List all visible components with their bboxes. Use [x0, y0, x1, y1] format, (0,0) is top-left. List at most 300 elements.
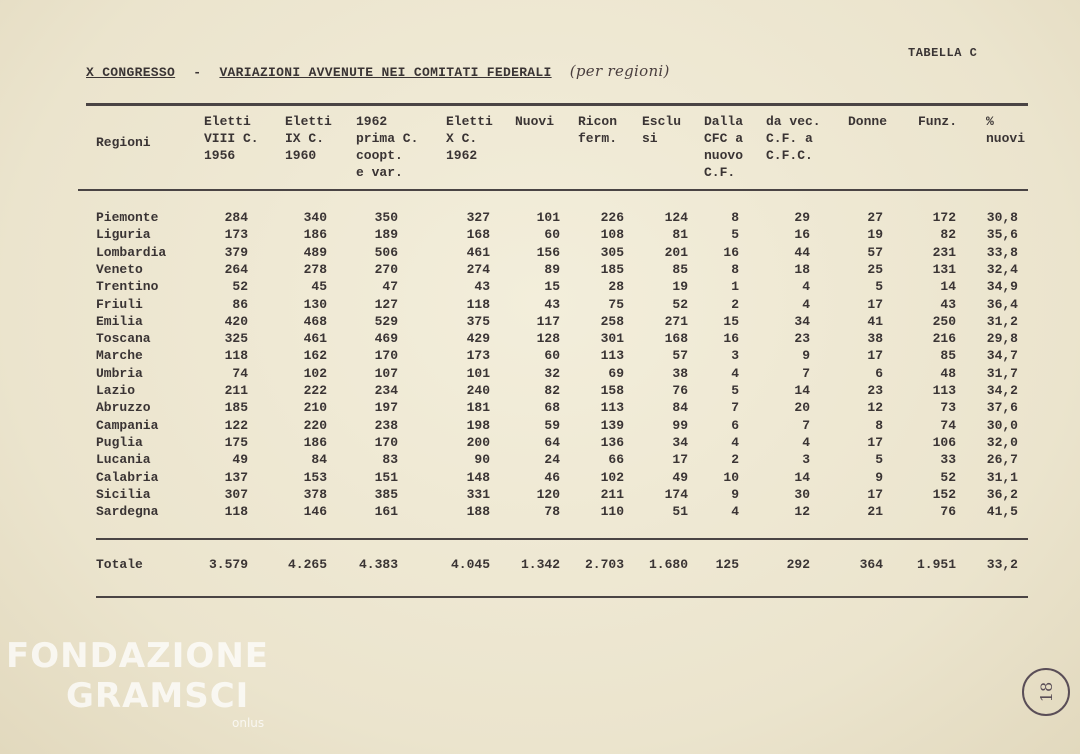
column-header-4 — [446, 113, 493, 164]
table-cell: 23 — [867, 383, 883, 398]
table-cell: 49 — [672, 469, 688, 485]
table-cell: 73 — [940, 400, 956, 416]
column-header-line: CFC a — [704, 131, 744, 146]
table-cell: 4 — [731, 365, 739, 381]
table-cell: 468 — [303, 313, 327, 329]
table-cell: 4 — [802, 279, 810, 295]
congresso-label: X CONGRESSO — [86, 65, 176, 80]
column-header-3 — [356, 113, 418, 181]
column-header-line: IX C. — [285, 131, 325, 146]
table-cell: 41 — [867, 313, 883, 329]
table-cell: 7 — [802, 365, 810, 381]
table-cell: 45 — [311, 279, 327, 295]
table-row — [0, 348, 1080, 365]
table-cell: 75 — [608, 296, 624, 312]
table-cell: 36,4 — [986, 296, 1018, 312]
region-name: Friuli — [96, 296, 143, 312]
table-cell: 102 — [600, 469, 624, 485]
table-cell: 152 — [932, 486, 956, 502]
total-row — [0, 557, 1080, 574]
table-cell: 76 — [940, 504, 956, 520]
table-cell: 34 — [672, 434, 688, 450]
table-cell: 19 — [867, 227, 883, 243]
table-cell: 305 — [600, 244, 624, 260]
table-cell: 31,7 — [986, 365, 1018, 381]
table-cell: 69 — [608, 365, 624, 381]
table-cell: 375 — [466, 313, 490, 329]
table-cell: 231 — [932, 244, 956, 260]
table-cell: 139 — [600, 417, 624, 433]
column-header-9 — [766, 113, 821, 164]
column-header-line: 1962 — [356, 114, 388, 129]
table-cell: 17 — [867, 434, 883, 450]
region-name: Campania — [96, 417, 159, 433]
watermark-logo — [6, 636, 276, 736]
column-header-line: si — [642, 131, 658, 146]
table-cell: 41,5 — [986, 504, 1018, 520]
table-row — [0, 262, 1080, 279]
table-cell: 21 — [867, 504, 883, 520]
table-cell: 162 — [303, 348, 327, 364]
table-cell: 278 — [303, 261, 327, 277]
table-cell: 185 — [600, 261, 624, 277]
table-cell: 7 — [802, 417, 810, 433]
table-cell: 4 — [731, 434, 739, 450]
table-cell: 301 — [600, 331, 624, 347]
table-cell: 52 — [232, 279, 248, 295]
table-cell: 226 — [600, 210, 624, 225]
table-cell: 197 — [374, 400, 398, 416]
header-dash: - — [193, 65, 202, 80]
table-cell: 59 — [544, 417, 560, 433]
table-cell: 2.703 — [584, 557, 624, 572]
column-header-line: X C. — [446, 131, 478, 146]
table-cell: 271 — [664, 313, 688, 329]
table-row — [0, 366, 1080, 383]
region-name: Trentino — [96, 279, 159, 295]
table-cell: 108 — [600, 227, 624, 243]
table-cell: 49 — [232, 452, 248, 468]
table-cell: 35,6 — [986, 227, 1018, 243]
table-cell: 117 — [536, 313, 560, 329]
table-cell: 60 — [544, 227, 560, 243]
region-name: Abruzzo — [96, 400, 151, 416]
column-header-line: prima C. — [356, 131, 419, 146]
table-cell: 1.680 — [648, 557, 688, 572]
table-cell: 14 — [940, 279, 956, 295]
table-cell: 14 — [794, 469, 810, 485]
region-name: Sardegna — [96, 504, 159, 520]
table-row — [0, 279, 1080, 296]
table-cell: 38 — [867, 331, 883, 347]
table-cell: 38 — [672, 365, 688, 381]
table-cell: 153 — [303, 469, 327, 485]
table-cell: 113 — [600, 348, 624, 364]
document-header — [86, 62, 680, 80]
table-row — [0, 383, 1080, 400]
table-cell: 168 — [664, 331, 688, 347]
table-cell: 188 — [466, 504, 490, 520]
column-header-line: Eletti — [204, 114, 251, 129]
column-header-10 — [848, 113, 887, 130]
table-cell: 74 — [940, 417, 956, 433]
column-header-line: 1962 — [446, 148, 478, 163]
region-name: Calabria — [96, 469, 159, 485]
column-header-line: Donne — [848, 114, 888, 129]
table-cell: 36,2 — [986, 486, 1018, 502]
table-cell: 331 — [466, 486, 490, 502]
table-cell: 64 — [544, 434, 560, 450]
table-cell: 211 — [224, 383, 248, 398]
table-cell: 16 — [794, 227, 810, 243]
table-cell: 32 — [544, 365, 560, 381]
table-cell: 489 — [303, 244, 327, 260]
table-cell: 9 — [731, 486, 739, 502]
region-name: Umbria — [96, 365, 143, 381]
column-header-line: C.F.C. — [766, 148, 813, 163]
table-cell: 32,4 — [986, 261, 1018, 277]
table-cell: 5 — [875, 279, 883, 295]
column-header-line: Nuovi — [515, 114, 555, 129]
table-cell: 189 — [374, 227, 398, 243]
table-cell: 6 — [875, 365, 883, 381]
table-cell: 14 — [794, 383, 810, 398]
table-cell: 78 — [544, 504, 560, 520]
table-cell: 429 — [466, 331, 490, 347]
table-cell: 258 — [600, 313, 624, 329]
table-cell: 4.265 — [287, 557, 327, 572]
table-cell: 86 — [232, 296, 248, 312]
table-cell: 350 — [374, 210, 398, 225]
table-cell: 151 — [374, 469, 398, 485]
stamp-number: 18 — [1036, 681, 1056, 703]
table-cell: 60 — [544, 348, 560, 364]
table-row — [0, 504, 1080, 521]
table-cell: 34 — [794, 313, 810, 329]
table-row — [0, 314, 1080, 331]
table-cell: 85 — [940, 348, 956, 364]
table-cell: 4 — [802, 296, 810, 312]
column-header-line: Ricon — [578, 114, 618, 129]
table-cell: 238 — [374, 417, 398, 433]
column-header-line: nuovo — [704, 148, 744, 163]
table-cell: 172 — [932, 210, 956, 225]
column-header-line: C.F. a — [766, 131, 813, 146]
column-header-line: Eletti — [446, 114, 493, 129]
table-cell: 5 — [875, 452, 883, 468]
table-cell: 170 — [374, 348, 398, 364]
table-cell: 364 — [859, 557, 883, 572]
table-cell: 90 — [474, 452, 490, 468]
table-row — [0, 245, 1080, 262]
table-cell: 26,7 — [986, 452, 1018, 468]
region-name: Puglia — [96, 434, 143, 450]
table-cell: 181 — [466, 400, 490, 416]
region-name: Lucania — [96, 452, 151, 468]
header-rule — [78, 189, 1028, 191]
document-title: VARIAZIONI AVVENUTE NEI COMITATI FEDERALI — [219, 65, 552, 80]
table-cell: 161 — [374, 504, 398, 520]
table-cell: 12 — [867, 400, 883, 416]
table-row — [0, 210, 1080, 227]
table-cell: 327 — [466, 210, 490, 225]
table-cell: 148 — [466, 469, 490, 485]
region-name: Lazio — [96, 383, 136, 398]
table-row — [0, 470, 1080, 487]
table-cell: 173 — [224, 227, 248, 243]
table-cell: 186 — [303, 227, 327, 243]
table-cell: 52 — [940, 469, 956, 485]
table-cell: 118 — [224, 348, 248, 364]
table-cell: 201 — [664, 244, 688, 260]
table-cell: 5 — [731, 227, 739, 243]
table-cell: 118 — [466, 296, 490, 312]
table-cell: 31,1 — [986, 469, 1018, 485]
table-cell: 110 — [600, 504, 624, 520]
table-cell: 420 — [224, 313, 248, 329]
column-header-line: coopt. — [356, 148, 403, 163]
table-cell: 29,8 — [986, 331, 1018, 347]
table-cell: 82 — [940, 227, 956, 243]
table-cell: 118 — [224, 504, 248, 520]
region-name: Totale — [96, 557, 143, 572]
table-cell: 15 — [544, 279, 560, 295]
table-cell: 44 — [794, 244, 810, 260]
table-cell: 107 — [374, 365, 398, 381]
table-cell: 17 — [672, 452, 688, 468]
column-header-line: Eletti — [285, 114, 332, 129]
total-top-rule — [96, 538, 1028, 540]
table-cell: 8 — [731, 210, 739, 225]
table-cell: 131 — [932, 261, 956, 277]
table-cell: 6 — [731, 417, 739, 433]
table-cell: 84 — [311, 452, 327, 468]
table-cell: 379 — [224, 244, 248, 260]
table-cell: 173 — [466, 348, 490, 364]
table-cell: 385 — [374, 486, 398, 502]
table-cell: 378 — [303, 486, 327, 502]
column-header-line: Funz. — [918, 114, 958, 129]
table-cell: 198 — [466, 417, 490, 433]
table-cell: 33 — [940, 452, 956, 468]
column-header-regioni: Regioni — [96, 135, 151, 150]
table-cell: 15 — [723, 313, 739, 329]
table-cell: 8 — [875, 417, 883, 433]
table-cell: 3 — [731, 348, 739, 364]
table-cell: 16 — [723, 244, 739, 260]
table-row — [0, 400, 1080, 417]
column-header-line: Esclu — [642, 114, 682, 129]
table-row — [0, 297, 1080, 314]
table-cell: 18 — [794, 261, 810, 277]
column-header-line: e var. — [356, 165, 403, 180]
region-name: Lombardia — [96, 244, 167, 260]
column-header-7 — [642, 113, 681, 147]
table-cell: 175 — [224, 434, 248, 450]
watermark-text: GRAMSCI — [66, 676, 250, 716]
table-cell: 125 — [715, 557, 739, 572]
table-cell: 156 — [536, 244, 560, 260]
column-header-line: % — [986, 114, 994, 129]
watermark-text: FONDAZIONE — [6, 636, 270, 676]
table-cell: 128 — [536, 331, 560, 347]
table-cell: 1.342 — [520, 557, 560, 572]
top-rule — [86, 103, 1028, 106]
table-cell: 37,6 — [986, 400, 1018, 416]
table-cell: 137 — [224, 469, 248, 485]
table-cell: 158 — [600, 383, 624, 398]
table-row — [0, 418, 1080, 435]
bottom-rule — [96, 596, 1028, 598]
table-cell: 66 — [608, 452, 624, 468]
table-cell: 20 — [794, 400, 810, 416]
table-cell: 81 — [672, 227, 688, 243]
table-cell: 168 — [466, 227, 490, 243]
column-header-line: da vec. — [766, 114, 821, 129]
table-cell: 340 — [303, 210, 327, 225]
table-cell: 146 — [303, 504, 327, 520]
table-cell: 4 — [731, 504, 739, 520]
table-row — [0, 487, 1080, 504]
region-name: Toscana — [96, 331, 151, 347]
table-cell: 113 — [932, 383, 956, 398]
table-cell: 529 — [374, 313, 398, 329]
column-header-line: 1960 — [285, 148, 317, 163]
watermark-text: onlus — [232, 716, 265, 730]
table-cell: 120 — [536, 486, 560, 502]
table-cell: 7 — [731, 400, 739, 416]
table-cell: 170 — [374, 434, 398, 450]
table-cell: 106 — [932, 434, 956, 450]
region-name: Emilia — [96, 313, 143, 329]
table-cell: 30,0 — [986, 417, 1018, 433]
table-cell: 1 — [731, 279, 739, 295]
table-cell: 30 — [794, 486, 810, 502]
table-cell: 76 — [672, 383, 688, 398]
table-cell: 210 — [303, 400, 327, 416]
table-cell: 240 — [466, 383, 490, 398]
table-cell: 28 — [608, 279, 624, 295]
table-row — [0, 452, 1080, 469]
table-cell: 222 — [303, 383, 327, 398]
table-row — [0, 331, 1080, 348]
table-cell: 89 — [544, 261, 560, 277]
table-cell: 274 — [466, 261, 490, 277]
table-cell: 24 — [544, 452, 560, 468]
table-cell: 216 — [932, 331, 956, 347]
table-cell: 84 — [672, 400, 688, 416]
table-cell: 10 — [723, 469, 739, 485]
column-header-line: VIII C. — [204, 131, 259, 146]
column-header-line: nuovi — [986, 131, 1026, 146]
table-cell: 17 — [867, 296, 883, 312]
table-cell: 200 — [466, 434, 490, 450]
table-cell: 82 — [544, 383, 560, 398]
column-header-12 — [986, 113, 1025, 147]
table-cell: 211 — [600, 486, 624, 502]
table-cell: 2 — [731, 452, 739, 468]
table-cell: 136 — [600, 434, 624, 450]
table-cell: 113 — [600, 400, 624, 416]
table-cell: 32,0 — [986, 434, 1018, 450]
table-cell: 220 — [303, 417, 327, 433]
table-cell: 46 — [544, 469, 560, 485]
table-cell: 25 — [867, 261, 883, 277]
table-cell: 5 — [731, 383, 739, 398]
table-cell: 130 — [303, 296, 327, 312]
table-cell: 29 — [794, 210, 810, 225]
table-cell: 43 — [940, 296, 956, 312]
table-cell: 506 — [374, 244, 398, 260]
region-name: Marche — [96, 348, 143, 364]
table-cell: 17 — [867, 486, 883, 502]
region-name: Liguria — [96, 227, 151, 243]
table-cell: 33,8 — [986, 244, 1018, 260]
table-cell: 101 — [466, 365, 490, 381]
table-cell: 264 — [224, 261, 248, 277]
table-cell: 57 — [867, 244, 883, 260]
table-cell: 9 — [802, 348, 810, 364]
column-header-8 — [704, 113, 743, 181]
column-header-11 — [918, 113, 957, 130]
table-cell: 292 — [786, 557, 810, 572]
table-cell: 47 — [382, 279, 398, 295]
column-header-line: ferm. — [578, 131, 618, 146]
table-cell: 4.383 — [358, 557, 398, 572]
table-cell: 9 — [875, 469, 883, 485]
table-cell: 16 — [723, 331, 739, 347]
column-header-line: Dalla — [704, 114, 744, 129]
table-cell: 101 — [536, 210, 560, 225]
table-cell: 74 — [232, 365, 248, 381]
table-cell: 83 — [382, 452, 398, 468]
table-cell: 31,2 — [986, 313, 1018, 329]
table-cell: 1.951 — [916, 557, 956, 572]
table-cell: 8 — [731, 261, 739, 277]
table-label: TABELLA C — [908, 46, 978, 60]
table-cell: 127 — [374, 296, 398, 312]
table-cell: 33,2 — [986, 557, 1018, 572]
column-header-5 — [515, 113, 554, 130]
table-cell: 461 — [466, 244, 490, 260]
table-row — [0, 227, 1080, 244]
table-cell: 185 — [224, 400, 248, 416]
column-header-1 — [204, 113, 259, 164]
table-cell: 19 — [672, 279, 688, 295]
table-cell: 57 — [672, 348, 688, 364]
table-cell: 4.045 — [450, 557, 490, 572]
table-cell: 174 — [664, 486, 688, 502]
table-cell: 34,2 — [986, 383, 1018, 398]
table-cell: 68 — [544, 400, 560, 416]
table-cell: 12 — [794, 504, 810, 520]
table-cell: 102 — [303, 365, 327, 381]
region-name: Veneto — [96, 261, 143, 277]
table-cell: 34,7 — [986, 348, 1018, 364]
table-cell: 3.579 — [208, 557, 248, 572]
handwritten-note: (per regioni) — [569, 62, 670, 80]
table-cell: 270 — [374, 261, 398, 277]
table-cell: 17 — [867, 348, 883, 364]
table-cell: 34,9 — [986, 279, 1018, 295]
column-header-6 — [578, 113, 617, 147]
table-cell: 2 — [731, 296, 739, 312]
table-cell: 51 — [672, 504, 688, 520]
table-cell: 27 — [867, 210, 883, 225]
table-cell: 234 — [374, 383, 398, 398]
table-cell: 85 — [672, 261, 688, 277]
table-cell: 43 — [544, 296, 560, 312]
